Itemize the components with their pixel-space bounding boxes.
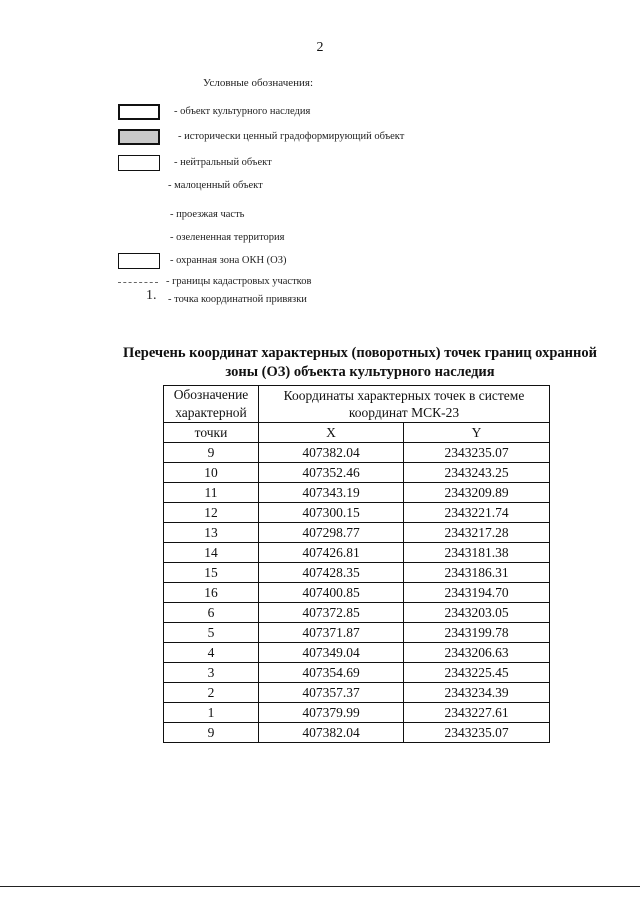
table-row [164,663,550,683]
cell-x: 407357.37 [259,683,404,703]
cell-y: 2343227.61 [404,703,550,723]
table-row [164,703,550,723]
cell-x: 407298.77 [259,523,404,543]
cell-point: 3 [164,663,259,683]
thin-box-symbol [118,253,160,269]
cell-y: 2343186.31 [404,563,550,583]
table-row [164,463,550,483]
thick-box-symbol [118,104,160,120]
table-row [164,543,550,563]
table-row [164,583,550,603]
cell-x: 407379.99 [259,703,404,723]
legend-item-label: - точка координатной привязки [168,294,307,305]
cell-y: 2343199.78 [404,623,550,643]
cell-point: 6 [164,603,259,623]
cell-y: 2343194.70 [404,583,550,603]
legend-item-low-value-object [118,178,538,198]
header-y: Y [404,423,550,443]
cell-x: 407343.19 [259,483,404,503]
cell-point: 1 [164,703,259,723]
cell-y: 2343221.74 [404,503,550,523]
cell-point: 2 [164,683,259,703]
coordinates-table [163,385,550,743]
header-x: X [259,423,404,443]
cell-x: 407400.85 [259,583,404,603]
table-row [164,563,550,583]
table-row [164,643,550,663]
cell-x: 407352.46 [259,463,404,483]
table-row [164,683,550,703]
legend-item-label: - границы кадастровых участков [166,276,312,287]
legend-title: Условные обозначения: [203,77,314,89]
cell-point: 9 [164,443,259,463]
header-point-designation: Обозначение характерной [164,386,259,423]
cell-point: 11 [164,483,259,503]
cell-y: 2343235.07 [404,723,550,743]
cell-x: 407372.85 [259,603,404,623]
bottom-rule [0,886,640,887]
legend-item-label: - нейтральный объект [174,157,272,168]
point-symbol: 1. [146,288,157,303]
table-row [164,603,550,623]
legend-item-label: - охранная зона ОКН (ОЗ) [170,255,287,266]
header-point-suffix: точки [164,423,259,443]
cell-y: 2343209.89 [404,483,550,503]
cell-x: 407382.04 [259,723,404,743]
table-row [164,523,550,543]
table-row [164,623,550,643]
page-number: 2 [316,40,324,55]
cell-point: 16 [164,583,259,603]
cell-y: 2343243.25 [404,463,550,483]
legend-item-cultural-heritage [118,104,538,124]
thin-box-symbol [118,155,160,171]
legend-item-label: - малоценный объект [168,180,263,191]
legend-item-historic-object [118,129,538,149]
legend-item-label: - озелененная территория [170,232,285,243]
cell-x: 407426.81 [259,543,404,563]
cell-point: 5 [164,623,259,643]
table-row [164,723,550,743]
cell-x: 407382.04 [259,443,404,463]
legend-item-label: - проезжая часть [170,209,245,220]
cell-y: 2343234.39 [404,683,550,703]
header-coordinates: Координаты характерных точек в системе координат МСК-23 [259,386,550,423]
cell-point: 15 [164,563,259,583]
legend-item-cadastral-boundary [118,274,538,294]
legend-item-neutral-object [118,155,538,175]
cell-point: 13 [164,523,259,543]
legend-item-label: - объект культурного наследия [174,106,311,117]
legend-item-roadway [118,207,538,227]
cell-point: 4 [164,643,259,663]
table-row [164,443,550,463]
cell-y: 2343181.38 [404,543,550,563]
title-line-2: зоны (ОЗ) объекта культурного наследия [225,364,495,380]
cell-x: 407349.04 [259,643,404,663]
gray-box-symbol [118,129,160,145]
cell-point: 14 [164,543,259,563]
dashed-line-symbol [118,282,158,283]
cell-x: 407300.15 [259,503,404,523]
cell-y: 2343203.05 [404,603,550,623]
legend-item-protection-zone [118,253,538,273]
legend-item-green-area [118,230,538,250]
cell-point: 10 [164,463,259,483]
cell-y: 2343206.63 [404,643,550,663]
legend-item-reference-point [118,288,538,312]
cell-point: 9 [164,723,259,743]
cell-y: 2343235.07 [404,443,550,463]
cell-x: 407354.69 [259,663,404,683]
cell-x: 407428.35 [259,563,404,583]
cell-x: 407371.87 [259,623,404,643]
title-line-1: Перечень координат характерных (поворотных) точек границ охранной [123,345,597,361]
table-title [60,344,640,382]
table-row [164,503,550,523]
table-row [164,483,550,503]
cell-y: 2343217.28 [404,523,550,543]
cell-y: 2343225.45 [404,663,550,683]
cell-point: 12 [164,503,259,523]
legend-item-label: - исторически ценный градоформирующий объект [178,131,405,142]
